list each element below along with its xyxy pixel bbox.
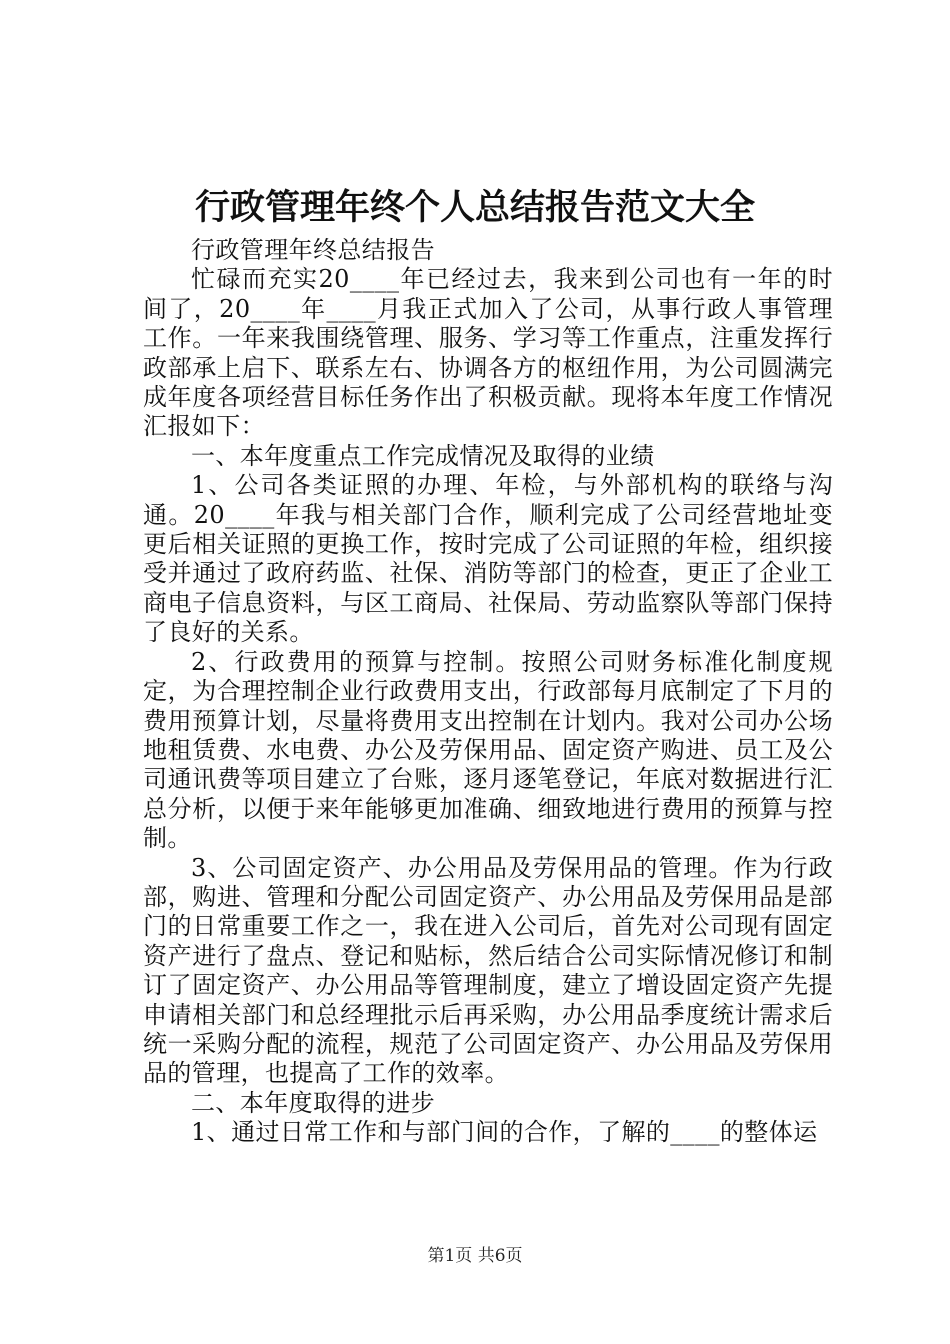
section-heading-1: 一、本年度重点工作完成情况及取得的业绩 <box>191 441 655 470</box>
intro-paragraph: 忙碌而充实20____年已经过去，我来到公司也有一年的时间了，20____年____月我正式加入了公司，从事行政人事管理工作。一年来我围绕管理、服务、学习等工作重点，注重发挥行政部承上启下、联系左右、协调各方的枢纽作用，为公司圆满完成年度各项经营目标任务作出了积极贡献。现将本年度工作情况汇报如下： <box>143 265 833 441</box>
page-number-footer: 第1页 共6页 <box>427 1246 523 1266</box>
document-body <box>143 236 833 1148</box>
paragraph-assets: 3、公司固定资产、办公用品及劳保用品的管理。作为行政部，购进、管理和分配公司固定资产、办公用品及劳保用品是部门的日常重要工作之一，我在进入公司后，首先对公司现有固定资产进行了盘点、登记和贴标，然后结合公司实际情况修订和制订了固定资产、办公用品等管理制度，建立了增设固定资产先提申请相关部门和总经理批示后再采购，办公用品季度统计需求后统一采购分配的流程，规范了公司固定资产、办公用品及劳保用品的管理，也提高了工作的效率。 <box>143 853 833 1088</box>
paragraph-budget: 2、行政费用的预算与控制。按照公司财务标准化制度规定，为合理控制企业行政费用支出，行政部每月底制定了下月的费用预算计划，尽量将费用支出控制在计划内。我对公司办公场地租赁费、水电费、办公及劳保用品、固定资产购进、员工及公司通讯费等项目建立了台账，逐月逐笔登记，年底对数据进行汇总分析，以便于来年能够更加准确、细致地进行费用的预算与控制。 <box>143 647 833 853</box>
paragraph-progress: 1、通过日常工作和与部门间的合作，了解的____的整体运 <box>191 1118 818 1147</box>
document-title: 行政管理年终个人总结报告范文大全 <box>194 187 755 228</box>
paragraph-licenses: 1、公司各类证照的办理、年检，与外部机构的联络与沟通。20____年我与相关部门合作，顺利完成了公司经营地址变更后相关证照的更换工作，按时完成了公司证照的年检，组织接受并通过了政府药监、社保、消防等部门的检查，更正了企业工商电子信息资料，与区工商局、社保局、劳动监察队等部门保持了良好的关系。 <box>143 471 833 647</box>
report-subtitle: 行政管理年终总结报告 <box>191 236 435 264</box>
section-heading-2: 二、本年度取得的进步 <box>191 1088 435 1117</box>
